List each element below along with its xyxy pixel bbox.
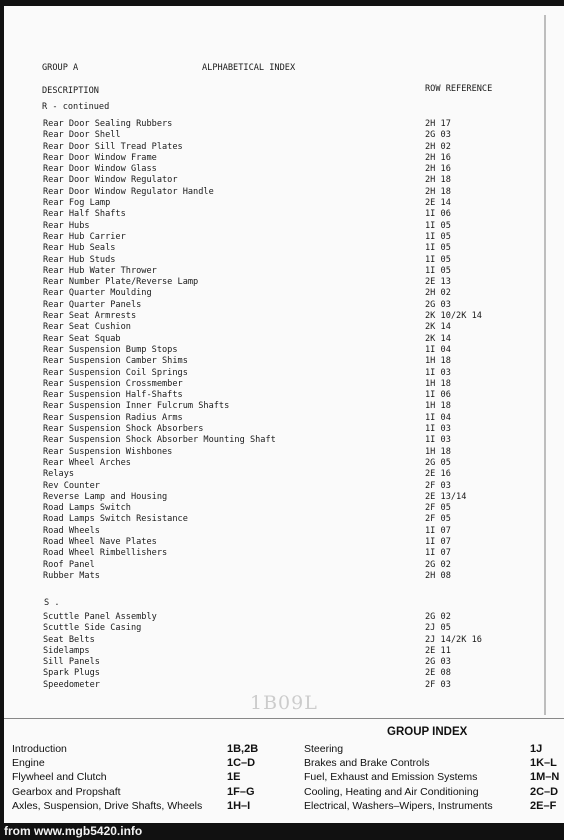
- entry-row-reference: 2G 03: [425, 299, 451, 310]
- index-entry: [4, 130, 564, 141]
- index-entry: [4, 560, 564, 571]
- entry-row-reference: 2G 02: [425, 612, 451, 622]
- entry-row-reference: 1I 07: [425, 525, 451, 536]
- index-entry: [4, 424, 564, 435]
- entry-row-reference: 1H 18: [425, 356, 451, 367]
- index-entry: [4, 435, 564, 446]
- entry-description: Road Lamps Switch Resistance: [43, 514, 188, 525]
- entry-description: Rear Wheel Arches: [43, 457, 131, 468]
- description-column-header: DESCRIPTION: [42, 86, 99, 96]
- entry-description: Rear Suspension Shock Absorbers: [43, 424, 204, 435]
- section-heading-s: S .: [44, 598, 60, 608]
- group-index-code: 2E–F: [530, 800, 557, 812]
- entry-row-reference: 2H 16: [425, 164, 451, 175]
- entry-row-reference: 2H 18: [425, 175, 451, 186]
- index-entry: [4, 311, 564, 322]
- entry-description: Rear Suspension Crossmember: [43, 378, 183, 389]
- group-index-label: Engine: [12, 757, 45, 769]
- index-entry: [4, 492, 564, 503]
- index-entry: [4, 345, 564, 356]
- group-index-code: 1E: [227, 771, 241, 783]
- row-reference-column-header: ROW REFERENCE: [425, 84, 493, 94]
- entry-row-reference: 2J 05: [425, 623, 451, 634]
- entry-description: Rear Seat Squab: [43, 333, 121, 344]
- index-entry: [4, 243, 564, 254]
- group-index-label: Brakes and Brake Controls: [304, 757, 430, 769]
- entry-description: Rear Suspension Coil Springs: [43, 367, 188, 378]
- index-entry: [4, 175, 564, 186]
- index-entry: [4, 668, 564, 679]
- entry-description: Rear Quarter Moulding: [43, 288, 152, 299]
- source-url: from www.mgb5420.info: [4, 824, 143, 838]
- entry-description: Rubber Mats: [43, 570, 100, 581]
- entry-description: Scuttle Panel Assembly: [43, 612, 157, 622]
- entry-description: Rear Quarter Panels: [43, 299, 142, 310]
- entry-description: Roof Panel: [43, 559, 95, 570]
- index-entry: [4, 255, 564, 266]
- group-index-label: Fuel, Exhaust and Emission Systems: [304, 771, 478, 783]
- group-index-code: 1C–D: [227, 757, 256, 769]
- group-index-label: Flywheel and Clutch: [12, 771, 107, 783]
- index-entry: [4, 356, 564, 367]
- entry-row-reference: 1H 18: [425, 378, 451, 389]
- entry-row-reference: 2K 10/2K 14: [425, 311, 482, 322]
- index-entry: [4, 447, 564, 458]
- index-entry: [4, 680, 564, 691]
- index-entry: [4, 209, 564, 220]
- entry-row-reference: 1I 07: [425, 548, 451, 559]
- group-index-divider: [4, 718, 564, 719]
- group-index-code: 2C–D: [530, 786, 559, 798]
- group-index-code: 1H–I: [227, 800, 251, 812]
- entry-description: Relays: [43, 469, 75, 480]
- group-index-label: Cooling, Heating and Air Conditioning: [304, 786, 479, 798]
- entry-description: Rear Fog Lamp: [43, 198, 111, 209]
- entry-description: Rear Suspension Radius Arms: [43, 412, 183, 423]
- entry-row-reference: 2F 03: [425, 679, 451, 690]
- entry-row-reference: 1H 18: [425, 446, 451, 457]
- entry-description: Road Wheel Nave Plates: [43, 536, 157, 547]
- entry-description: Rear Suspension Camber Shims: [43, 356, 188, 367]
- entry-description: Rear Half Shafts: [43, 209, 126, 220]
- index-entry: [4, 232, 564, 243]
- index-entry: [4, 153, 564, 164]
- entry-row-reference: 1I 05: [425, 265, 451, 276]
- index-entry: [4, 503, 564, 514]
- index-entry: [4, 458, 564, 469]
- entry-description: Rear Suspension Shock Absorber Mounting Shaft: [43, 435, 276, 446]
- entry-row-reference: 1I 03: [425, 367, 451, 378]
- index-entry: [4, 514, 564, 525]
- entry-description: Rear Number Plate/Reverse Lamp: [43, 277, 199, 288]
- index-entry: [4, 266, 564, 277]
- entry-row-reference: 2G 03: [425, 130, 451, 141]
- index-entry: [4, 635, 564, 646]
- section-heading-r: R - continued: [42, 102, 110, 112]
- entry-description: Road Wheels: [43, 525, 100, 536]
- group-index-title: GROUP INDEX: [387, 726, 468, 738]
- entry-description: Speedometer: [43, 679, 100, 690]
- r-entry-list: [4, 119, 564, 582]
- entry-row-reference: 1I 06: [425, 209, 451, 220]
- index-entry: [4, 322, 564, 333]
- index-entry: [4, 187, 564, 198]
- s-entry-list: [4, 612, 564, 691]
- entry-row-reference: 2H 02: [425, 141, 451, 152]
- index-entry: [4, 646, 564, 657]
- entry-row-reference: 1I 06: [425, 390, 451, 401]
- entry-description: Rear Suspension Inner Fulcrum Shafts: [43, 401, 230, 412]
- index-entry: [4, 334, 564, 345]
- index-entry: [4, 198, 564, 209]
- index-entry: [4, 481, 564, 492]
- entry-description: Rear Hub Water Thrower: [43, 265, 157, 276]
- group-index-label: Axles, Suspension, Drive Shafts, Wheels: [12, 800, 203, 812]
- entry-description: Seat Belts: [43, 634, 95, 645]
- entry-description: Rear Seat Armrests: [43, 311, 137, 322]
- entry-row-reference: 2K 14: [425, 333, 451, 344]
- entry-row-reference: 2F 05: [425, 514, 451, 525]
- entry-row-reference: 2E 08: [425, 668, 451, 679]
- entry-description: Rear Suspension Wishbones: [43, 446, 173, 457]
- entry-row-reference: 1I 04: [425, 412, 451, 423]
- index-entry: [4, 571, 564, 582]
- entry-row-reference: 2E 14: [425, 198, 451, 209]
- entry-description: Rear Hub Seals: [43, 243, 116, 254]
- group-index-code: 1K–L: [530, 757, 557, 769]
- index-entry: [4, 379, 564, 390]
- index-entry: [4, 548, 564, 559]
- page-top-border: [4, 0, 564, 6]
- entry-description: Reverse Lamp and Housing: [43, 491, 168, 502]
- entry-description: Rear Door Window Regulator Handle: [43, 186, 214, 197]
- entry-description: Rear Door Window Regulator: [43, 175, 178, 186]
- entry-description: Rear Hub Studs: [43, 254, 116, 265]
- group-index-code: 1B,2B: [227, 743, 259, 755]
- entry-row-reference: 2H 18: [425, 186, 451, 197]
- entry-description: Sidelamps: [43, 645, 90, 656]
- group-label: GROUP A: [42, 63, 79, 73]
- entry-row-reference: 1H 18: [425, 401, 451, 412]
- entry-description: Road Lamps Switch: [43, 503, 131, 514]
- entry-description: Sill Panels: [43, 657, 100, 668]
- entry-description: Rear Door Shell: [43, 130, 121, 141]
- index-entry: [4, 657, 564, 668]
- entry-row-reference: 2H 16: [425, 152, 451, 163]
- group-index-label: Gearbox and Propshaft: [12, 786, 121, 798]
- entry-row-reference: 2J 14/2K 16: [425, 634, 482, 645]
- index-entry: [4, 368, 564, 379]
- entry-description: Rear Hub Carrier: [43, 231, 126, 242]
- entry-row-reference: 1I 04: [425, 344, 451, 355]
- index-entry: [4, 119, 564, 130]
- entry-description: Rear Seat Cushion: [43, 322, 131, 333]
- group-index-label: Steering: [304, 743, 344, 755]
- index-entry: [4, 277, 564, 288]
- index-title: ALPHABETICAL INDEX: [202, 63, 296, 73]
- entry-row-reference: 2F 05: [425, 503, 451, 514]
- entry-row-reference: 2F 03: [425, 480, 451, 491]
- entry-row-reference: 2K 14: [425, 322, 451, 333]
- entry-description: Rear Suspension Bump Stops: [43, 344, 178, 355]
- entry-row-reference: 2E 13/14: [425, 491, 467, 502]
- entry-description: Rear Door Sill Tread Plates: [43, 141, 183, 152]
- entry-row-reference: 1I 03: [425, 435, 451, 446]
- index-entry: [4, 401, 564, 412]
- entry-row-reference: 1I 03: [425, 424, 451, 435]
- entry-row-reference: 2H 08: [425, 570, 451, 581]
- entry-row-reference: 1I 05: [425, 231, 451, 242]
- entry-row-reference: 2E 13: [425, 277, 451, 288]
- entry-row-reference: 2G 03: [425, 657, 451, 668]
- index-entry: [4, 526, 564, 537]
- entry-description: Scuttle Side Casing: [43, 623, 142, 634]
- entry-description: Rear Suspension Half-Shafts: [43, 390, 183, 401]
- group-index-label: Electrical, Washers–Wipers, Instruments: [304, 800, 493, 812]
- entry-row-reference: 2E 16: [425, 469, 451, 480]
- entry-description: Rear Door Sealing Rubbers: [43, 119, 173, 129]
- entry-row-reference: 2H 17: [425, 119, 451, 129]
- index-entry: [4, 142, 564, 153]
- group-index-label: Introduction: [12, 743, 67, 755]
- entry-description: Rear Hubs: [43, 220, 90, 231]
- entry-row-reference: 1I 05: [425, 243, 451, 254]
- index-entry: [4, 623, 564, 634]
- group-index-code: 1F–G: [227, 786, 255, 798]
- entry-row-reference: 2E 11: [425, 645, 451, 656]
- group-index-code: 1J: [530, 743, 543, 755]
- index-page: [4, 0, 564, 840]
- index-entry: [4, 537, 564, 548]
- index-entry: [4, 288, 564, 299]
- entry-row-reference: 1I 05: [425, 220, 451, 231]
- entry-description: Rev Counter: [43, 480, 100, 491]
- entry-description: Road Wheel Rimbellishers: [43, 548, 168, 559]
- entry-row-reference: 2G 02: [425, 559, 451, 570]
- entry-row-reference: 2H 02: [425, 288, 451, 299]
- entry-description: Rear Door Window Frame: [43, 152, 157, 163]
- index-entry: [4, 390, 564, 401]
- index-entry: [4, 413, 564, 424]
- index-entry: [4, 164, 564, 175]
- entry-description: Spark Plugs: [43, 668, 100, 679]
- group-index-code: 1M–N: [530, 771, 560, 783]
- microfiche-stamp: 1B09L: [250, 692, 318, 714]
- entry-row-reference: 1I 07: [425, 536, 451, 547]
- index-entry: [4, 300, 564, 311]
- index-entry: [4, 612, 564, 623]
- index-entry: [4, 221, 564, 232]
- entry-row-reference: 2G 05: [425, 457, 451, 468]
- entry-row-reference: 1I 05: [425, 254, 451, 265]
- entry-description: Rear Door Window Glass: [43, 164, 157, 175]
- index-entry: [4, 469, 564, 480]
